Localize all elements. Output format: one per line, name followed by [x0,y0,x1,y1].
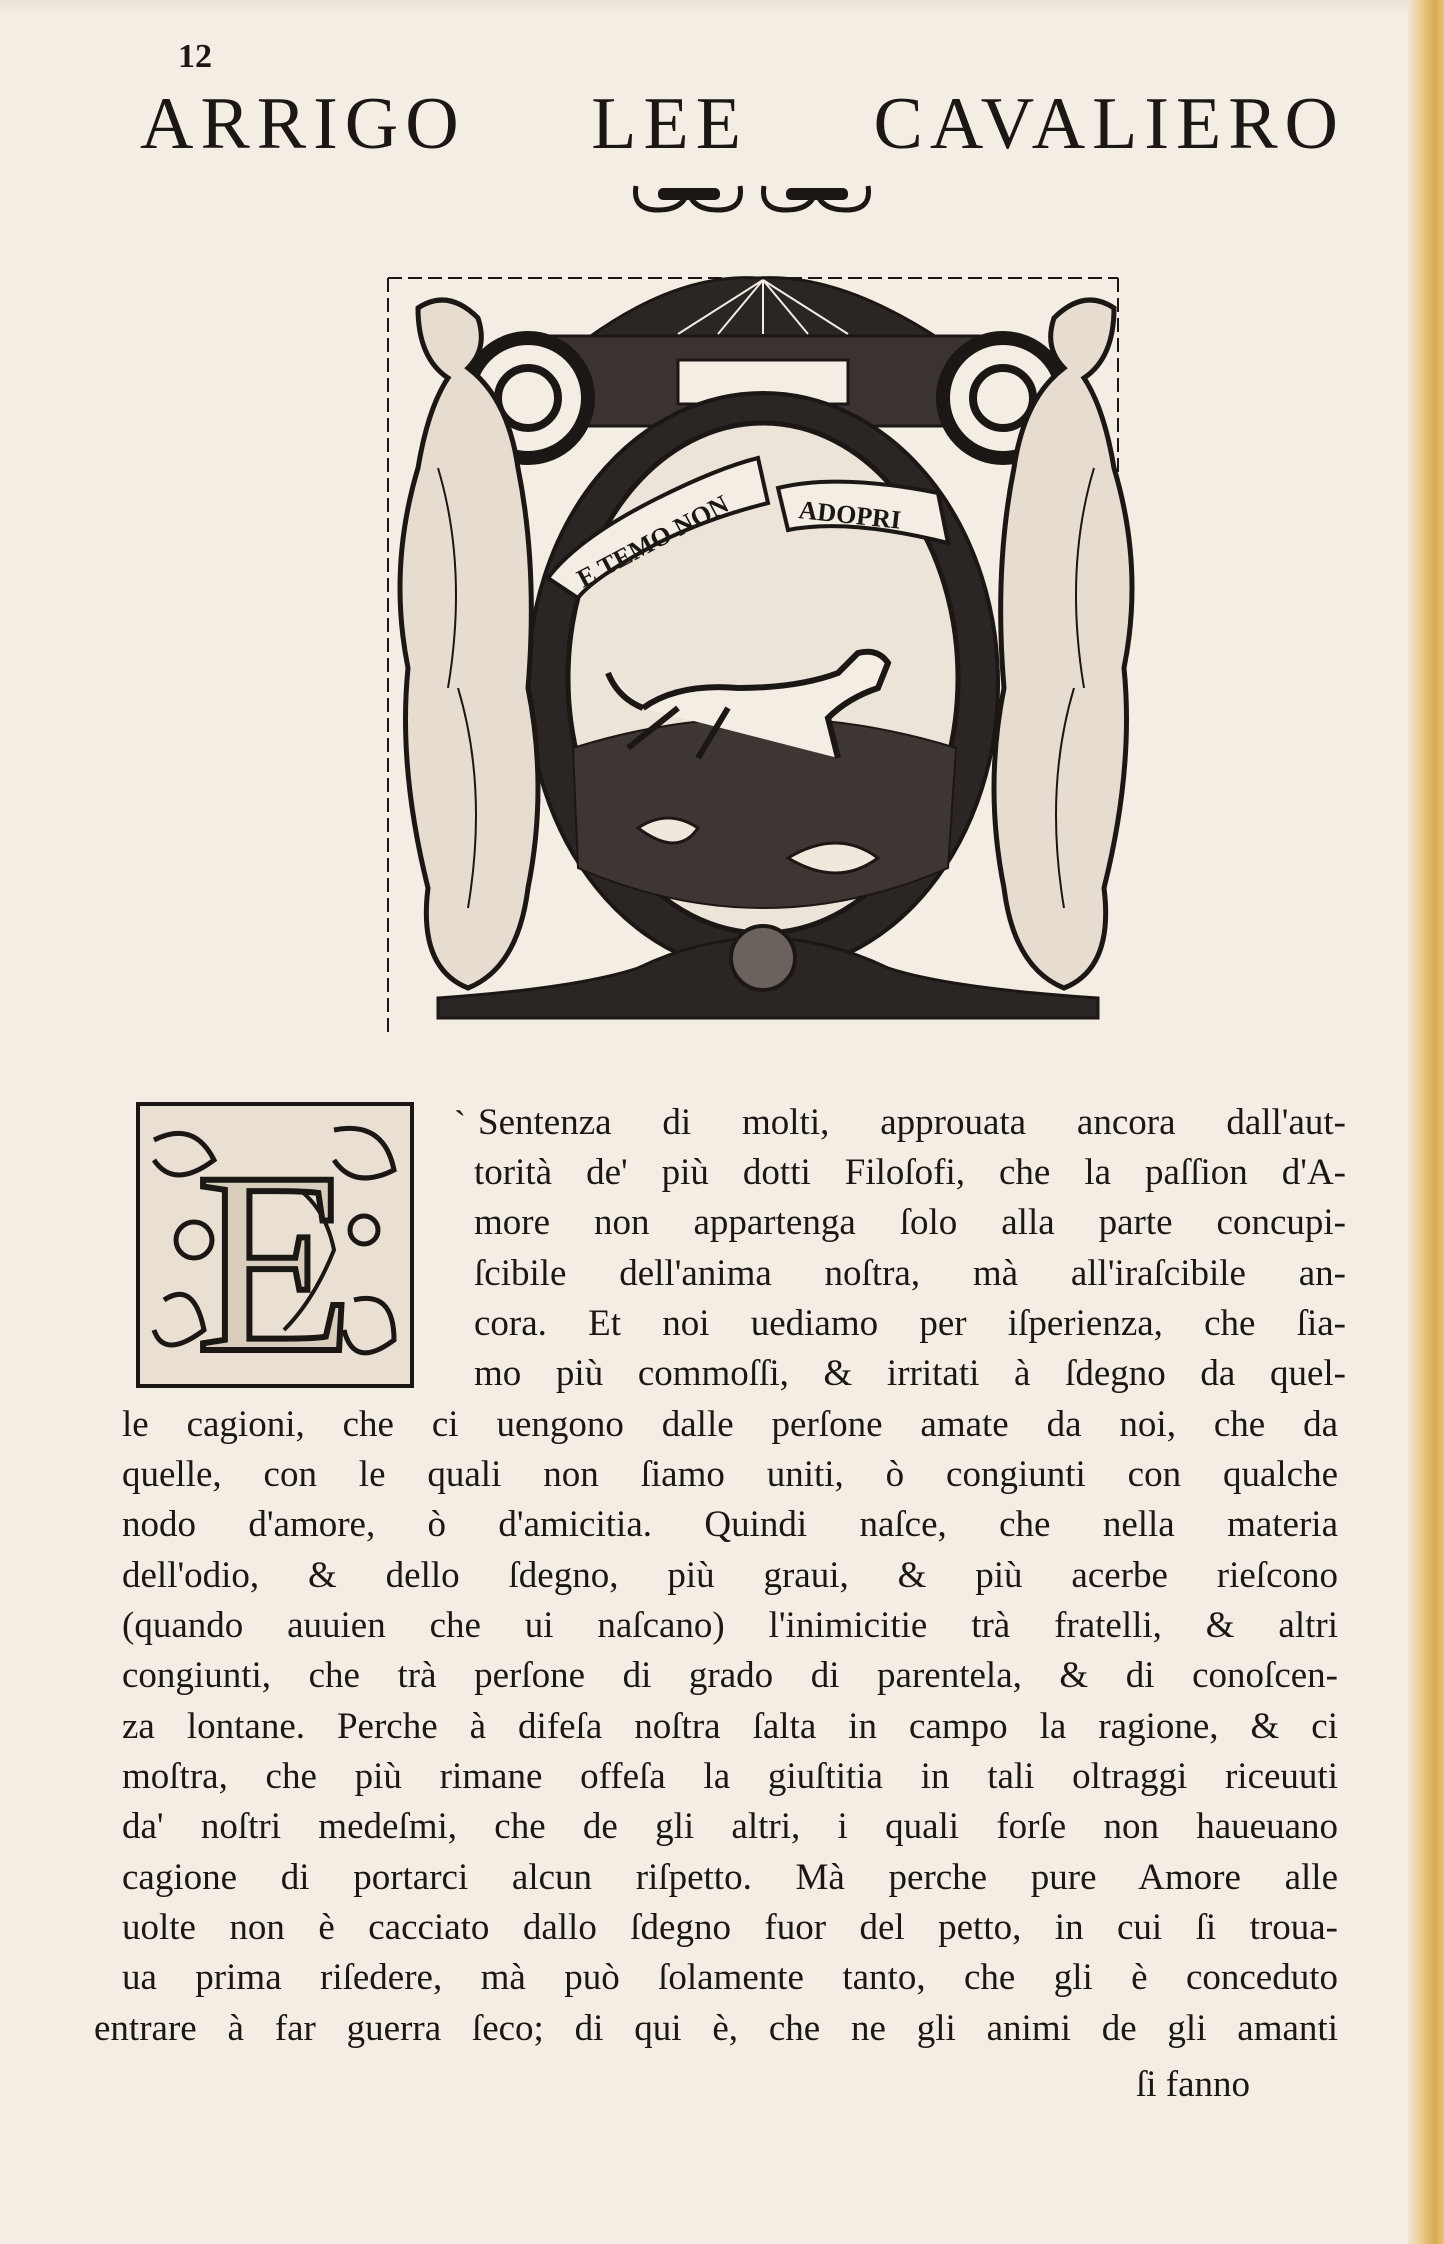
text-line: Sentenza di molti, approuata ancora dall'aut- [478,1102,1346,1143]
text-line: congiunti, che trà perſone di grado di parentela, & di conoſcen- [122,1655,1338,1696]
text-line: da' noſtri medeſmi, che de gli altri, i quali forſe non haueuano [122,1806,1338,1847]
text-line: nodo d'amore, ò d'amicitia. Quindi naſce, che nella materia [122,1504,1338,1545]
text-line: ua prima riſedere, mà può ſolamente tanto, che gli è conceduto [122,1957,1338,1998]
text-line: entrare à far guerra ſeco; di qui è, che ne gli animi de gli amanti [94,2008,1338,2049]
text-line: (quando auuien che ui naſcano) l'inimicitie trà fratelli, & altri [122,1605,1338,1646]
text-line: mo più commoſſi, & irritati à ſdegno da quel- [474,1353,1346,1394]
text-line: le cagioni, che ci uengono dalle perſone amate da noi, che da [122,1404,1338,1445]
text-line: dell'odio, & dello ſdegno, più graui, & più acerbe rieſcono [122,1555,1338,1596]
text-line: za lontane. Perche à difeſa noſtra ſalta in campo la ragione, & ci [122,1706,1338,1747]
text-line: uolte non è cacciato dallo ſdegno fuor del petto, in cui ſi troua- [122,1907,1338,1948]
emblem-woodcut [378,268,1154,1048]
catchword: ſi fanno [1135,2064,1250,2105]
text-line: more non appartenga ſolo alla parte concupi- [474,1202,1346,1243]
text-line: moſtra, che più rimane offeſa la giuſtitia in tali oltraggi riceuuti [122,1756,1338,1797]
ornament-divider-icon [628,176,876,218]
initial-letter: E [195,1119,355,1390]
text-line: ſcibile dell'anima noſtra, mà all'iraſcibile an- [474,1253,1346,1294]
text-line: cagione di portarci alcun riſpetto. Mà perche pure Amore alle [122,1857,1338,1898]
emblem-motto-right: ADOPRI [797,495,903,535]
page-title: ARRIGO LEE CAVALIERO [140,83,1345,165]
text-line: torità de' più dotti Filoſofi, che la paſſion d'A- [474,1152,1346,1193]
emblem-motto-left: E TEMO NON [572,489,734,594]
text-line: cora. Et noi uediamo per iſperienza, che ſia- [474,1303,1346,1344]
page-top-shadow [0,0,1444,14]
page-number: 12 [178,38,212,75]
decorated-initial [134,1100,416,1390]
page-edge [1408,0,1444,2244]
accent-mark: ` [454,1103,466,1143]
text-line: quelle, con le quali non ſiamo uniti, ò congiunti con qualche [122,1454,1338,1495]
